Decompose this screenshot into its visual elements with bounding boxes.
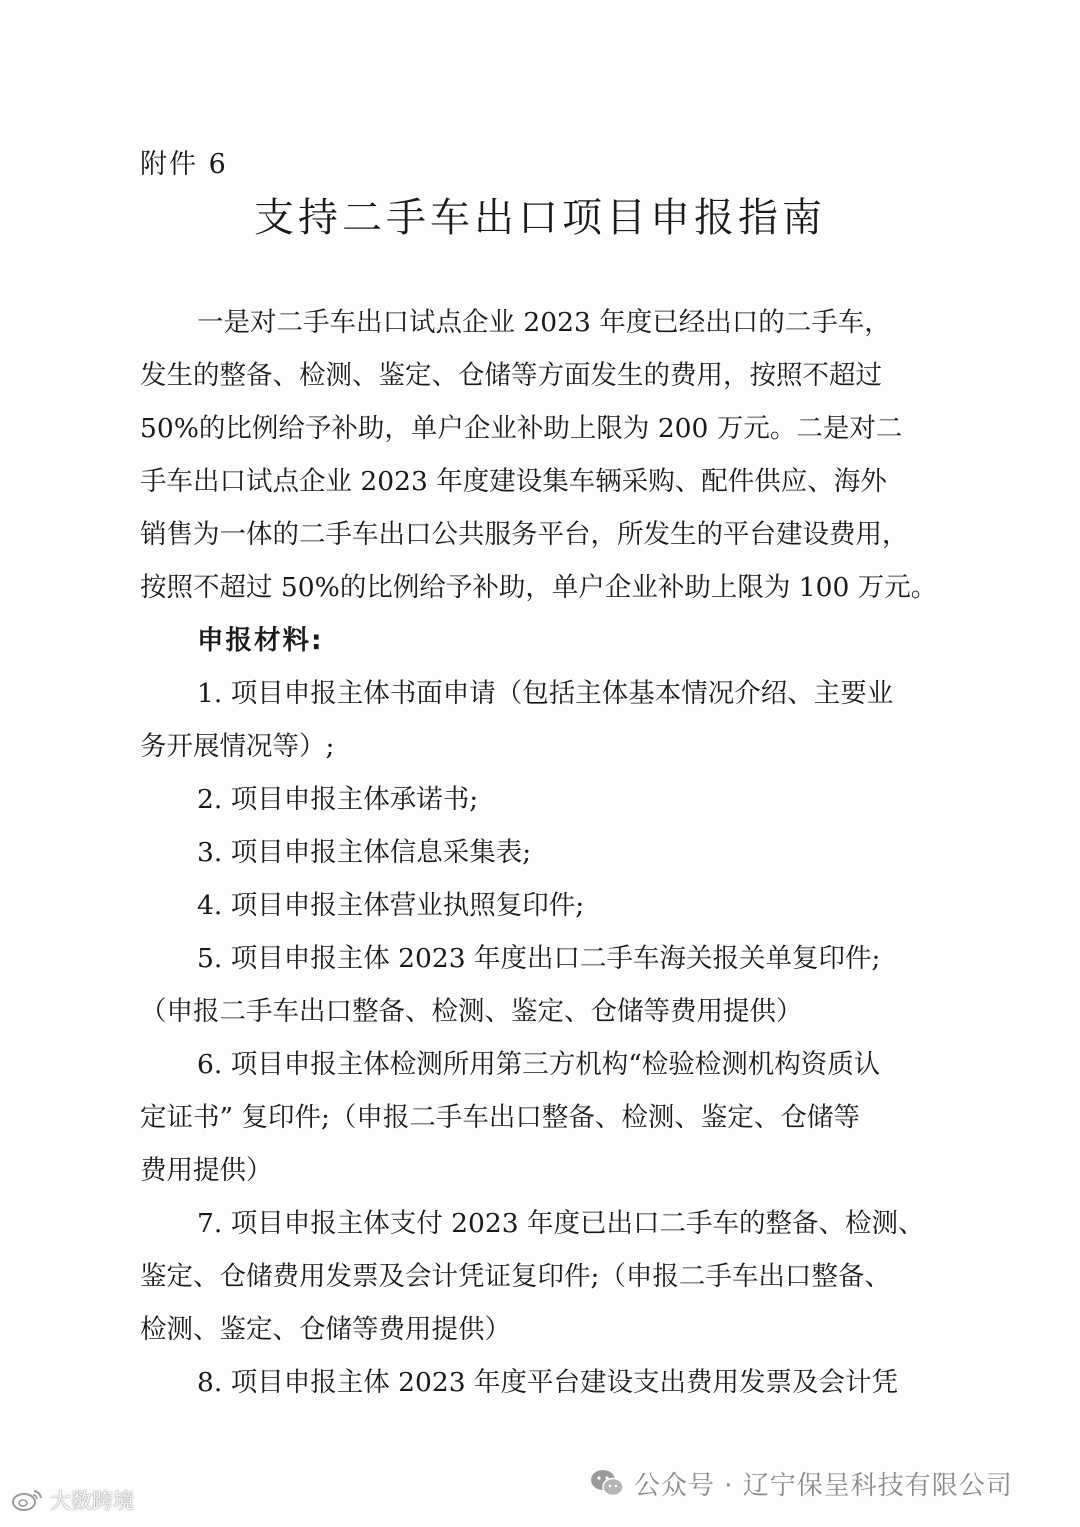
list-item-5-continued: （申报二手车出口整备、检测、鉴定、仓储等费用提供） <box>140 996 803 1027</box>
wechat-watermark-text: 公众号 · 辽宁保呈科技有限公司 <box>634 1470 1013 1501</box>
document-title: 支持二手车出口项目申报指南 <box>254 195 826 241</box>
paragraph-line: 50%的比例给予补助，单户企业补助上限为 200 万元。二是对二 <box>140 413 903 444</box>
weibo-icon <box>10 1487 44 1513</box>
list-item-1: 1. 项目申报主体书面申请（包括主体基本情况介绍、主要业 <box>197 678 894 709</box>
list-item-7-continued: 鉴定、仓储费用发票及会计凭证复印件;（申报二手车出口整备、 <box>140 1261 891 1292</box>
paragraph-line: 销售为一体的二手车出口公共服务平台，所发生的平台建设费用， <box>140 519 909 550</box>
list-item-6-continued: 费用提供） <box>140 1155 273 1186</box>
document-body <box>140 296 946 1409</box>
list-item-5: 5. 项目申报主体 2023 年度出口二手车海关报关单复印件; <box>197 943 881 974</box>
list-item-2: 2. 项目申报主体承诺书; <box>197 784 479 815</box>
paragraph-line: 手车出口试点企业 2023 年度建设集车辆采购、配件供应、海外 <box>140 466 887 497</box>
attachment-label: 附件 6 <box>140 149 228 180</box>
paragraph-line: 按照不超过 50%的比例给予补助，单户企业补助上限为 100 万元。 <box>140 572 938 603</box>
weibo-watermark <box>10 1484 134 1516</box>
paragraph-line: 发生的整备、检测、鉴定、仓储等方面发生的费用，按照不超过 <box>140 360 882 391</box>
list-item-3: 3. 项目申报主体信息采集表; <box>197 837 532 868</box>
materials-heading: 申报材料: <box>197 625 324 656</box>
list-item-6-continued: 定证书” 复印件;（申报二手车出口整备、检测、鉴定、仓储等 <box>140 1102 860 1133</box>
list-item-1-continued: 务开展情况等）; <box>140 731 335 762</box>
list-item-4: 4. 项目申报主体营业执照复印件; <box>197 890 585 921</box>
list-item-6: 6. 项目申报主体检测所用第三方机构“检验检测机构资质认 <box>197 1049 881 1080</box>
list-item-7: 7. 项目申报主体支付 2023 年度已出口二手车的整备、检测、 <box>197 1208 925 1239</box>
wechat-icon <box>590 1468 624 1498</box>
list-item-7-continued: 检测、鉴定、仓储等费用提供） <box>140 1314 511 1345</box>
list-item-8: 8. 项目申报主体 2023 年度平台建设支出费用发票及会计凭 <box>197 1367 898 1398</box>
paragraph-line: 一是对二手车出口试点企业 2023 年度已经出口的二手车， <box>197 307 891 338</box>
weibo-watermark-text: 大数跨境 <box>50 1489 134 1513</box>
wechat-watermark <box>590 1463 1013 1503</box>
